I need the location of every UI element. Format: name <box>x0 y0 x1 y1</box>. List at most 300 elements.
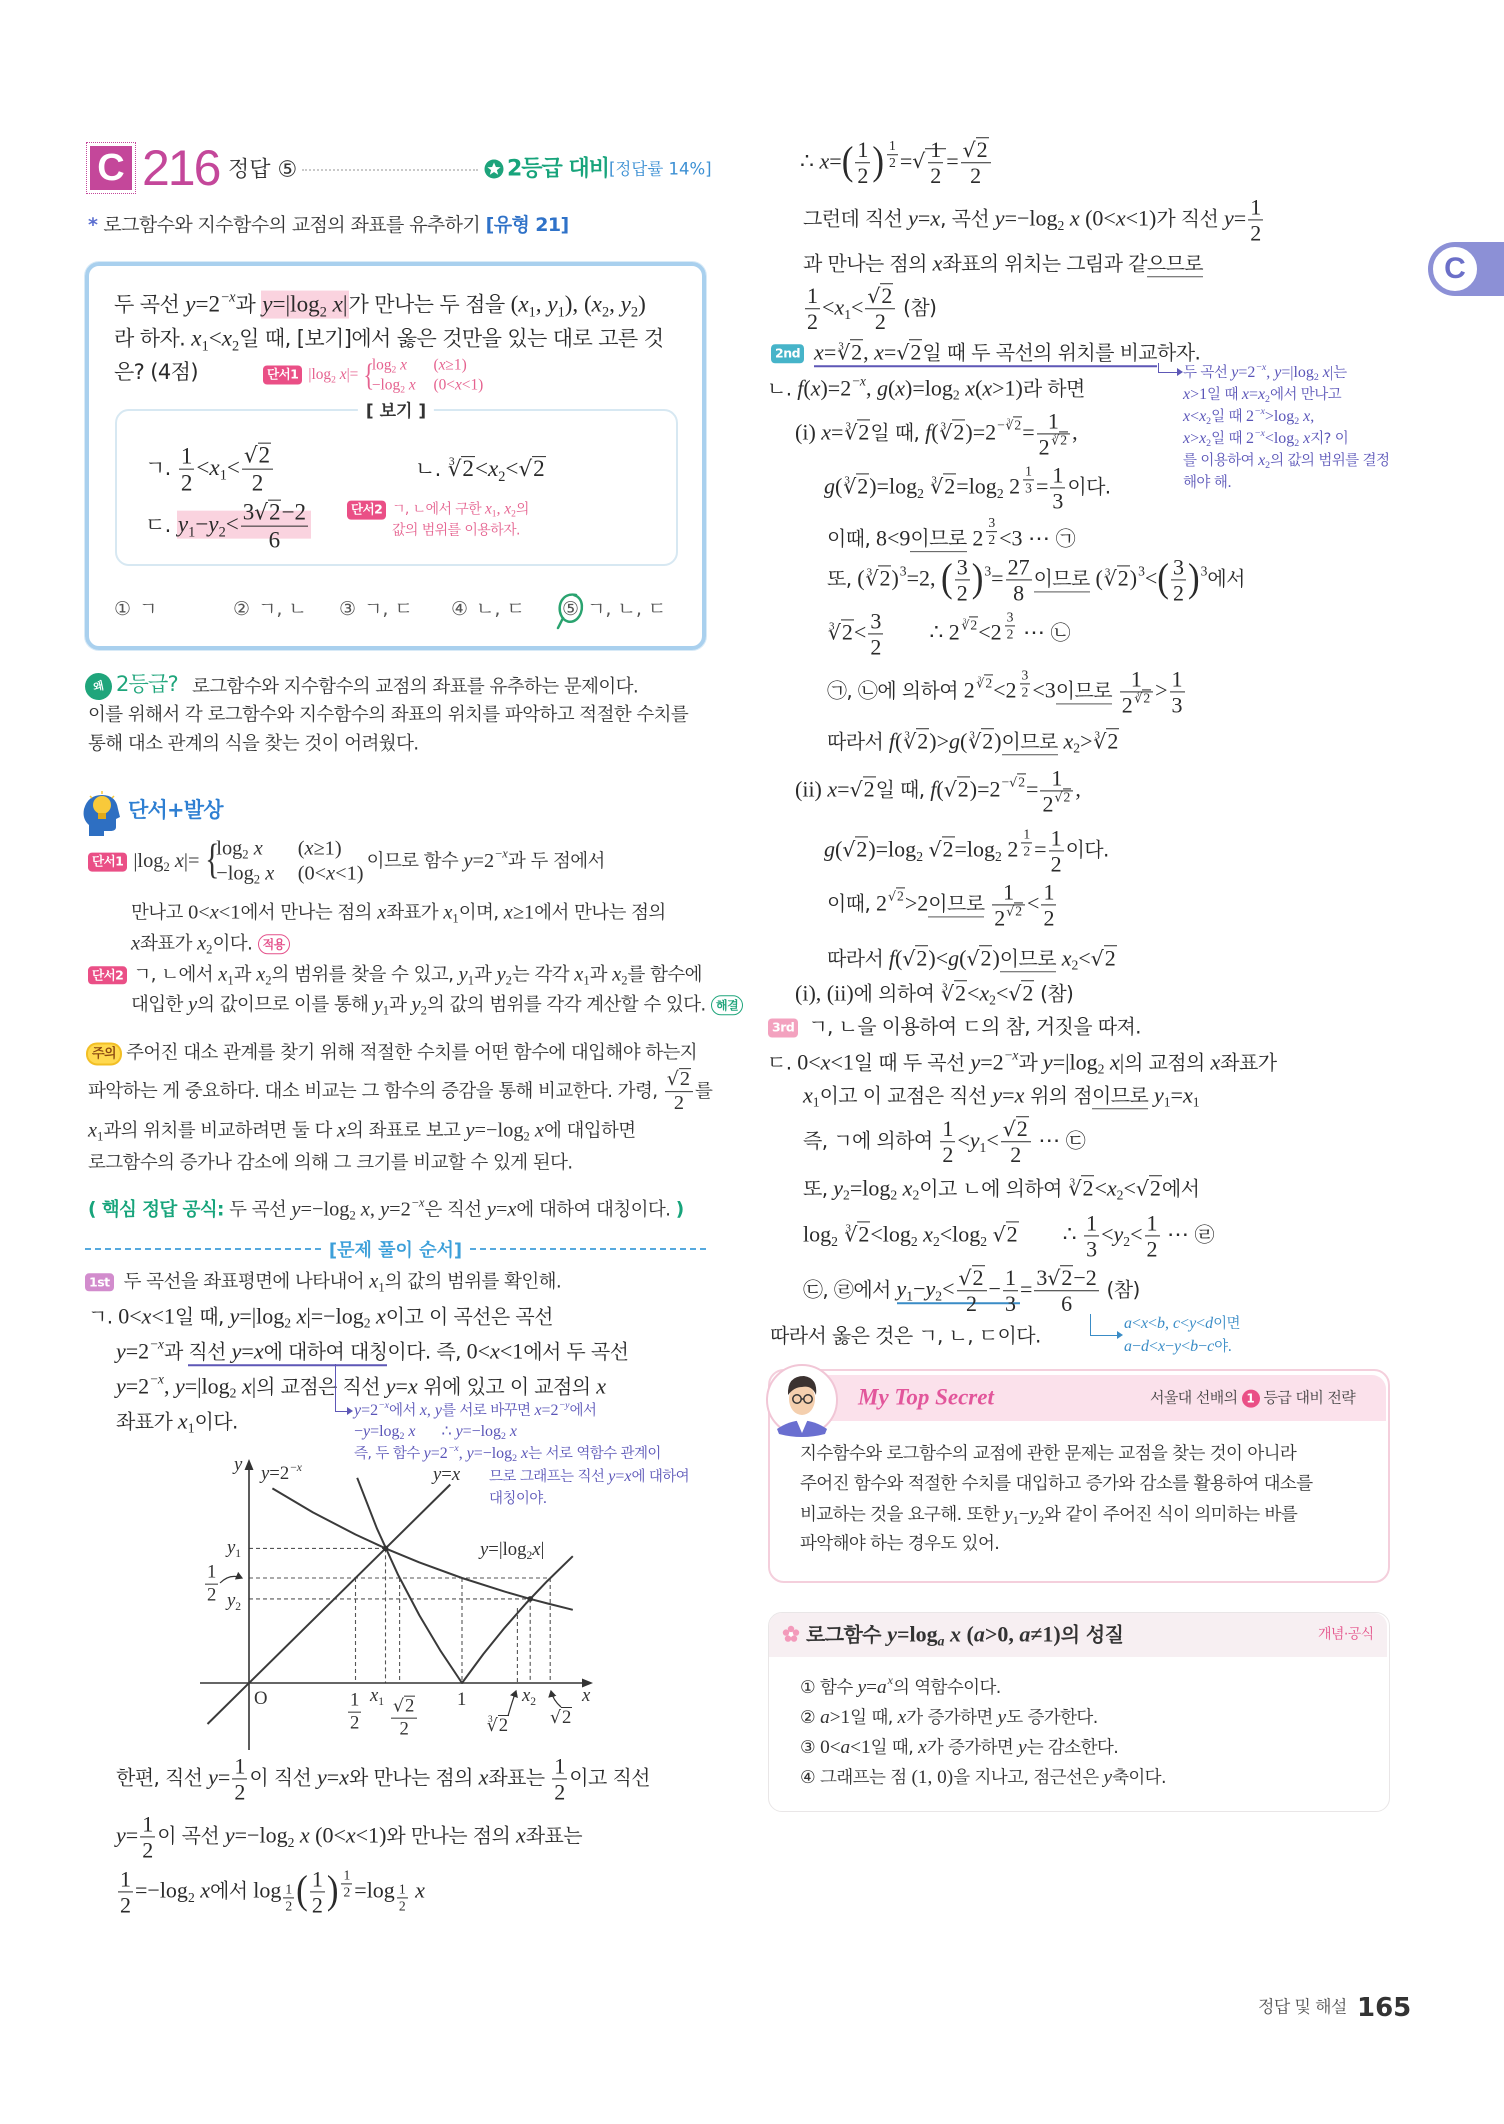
text-run: 한편, 직선 <box>116 1765 209 1790</box>
math-run: x <box>932 250 943 276</box>
superscript <box>1018 667 1033 700</box>
math-run: <3 ⋯ <box>999 525 1056 551</box>
math-run: x|=−log <box>296 1303 364 1329</box>
math-run: 2 <box>942 1142 954 1168</box>
math-run: x (a>0, a≠1) <box>949 1621 1061 1647</box>
radical <box>827 621 854 645</box>
radical <box>447 457 475 481</box>
problem-line <box>114 359 198 385</box>
denominator <box>865 310 895 334</box>
solution-line <box>803 1174 1199 1202</box>
math-run: −x <box>221 289 236 306</box>
concept-title <box>806 1620 1123 1648</box>
subscript <box>1193 1095 1200 1110</box>
math-run: 2 <box>1023 843 1031 859</box>
radicand <box>969 617 978 633</box>
math-run: 2 <box>1050 851 1062 877</box>
math-run: x| <box>1322 364 1334 382</box>
math-run: x <box>521 1445 529 1463</box>
fraction <box>1005 610 1016 642</box>
math-run: 1 <box>120 1866 131 1892</box>
math-run: , y <box>535 290 558 317</box>
math-run: (x≥1) <box>297 837 342 860</box>
radical-sign <box>518 457 532 481</box>
math-run: 1 <box>142 1811 154 1837</box>
text-run: 를 함수에 <box>627 964 702 986</box>
math-run: 1 <box>187 1420 195 1436</box>
text-run: ① 함수 <box>800 1677 858 1698</box>
top-secret-line <box>800 1474 1313 1496</box>
math-run: <3 <box>1032 677 1056 703</box>
denominator <box>940 1143 955 1167</box>
text-run: 일 때, <box>870 420 926 445</box>
radicand <box>1117 566 1130 591</box>
math-run: 2 <box>500 1431 506 1443</box>
math-run: <2 <box>978 619 1002 645</box>
superscript <box>1005 1047 1019 1062</box>
denominator <box>241 527 308 552</box>
numerator <box>1084 1211 1099 1236</box>
text-run: 과 <box>235 292 262 317</box>
math-run: 2 <box>935 1288 943 1304</box>
text-run: 좌표는 <box>488 1765 551 1790</box>
math-run: = <box>1019 1276 1033 1302</box>
radical <box>867 283 893 308</box>
math-run: x (0<x<1) <box>1069 205 1157 231</box>
math-run: 2 <box>1010 1142 1022 1168</box>
math-run: = <box>1022 419 1035 445</box>
numerator <box>986 516 997 532</box>
denominator <box>1006 581 1032 605</box>
text-run: 파악해야 하는 경우도 있어. <box>800 1534 1000 1555</box>
math-run: g( <box>824 473 843 499</box>
radical <box>1006 903 1023 919</box>
math-run: 6 <box>1061 1291 1073 1317</box>
origin-label <box>254 1688 268 1710</box>
math-run: x <box>191 324 202 351</box>
numerator <box>928 138 943 163</box>
math-run: (x≥1) <box>433 356 467 374</box>
subscript <box>235 1601 241 1613</box>
text-run: 이때, <box>827 526 876 551</box>
radicand <box>1006 1222 1019 1247</box>
math-run: 2 <box>630 304 639 321</box>
fraction <box>665 1069 693 1115</box>
root-index: 3 <box>1052 433 1057 441</box>
text-run: 이며, <box>458 902 504 924</box>
math-run: 2 <box>858 1221 870 1247</box>
math-run: y=x <box>231 1338 264 1364</box>
radicand <box>1063 789 1072 805</box>
graph-figure <box>190 1450 610 1760</box>
numerator <box>1021 827 1032 843</box>
math-run: 1 <box>1043 879 1055 905</box>
step-2 <box>771 338 1200 366</box>
math-run: 2 <box>874 309 886 335</box>
math-run: 1 <box>378 1280 385 1295</box>
math-run: y <box>496 963 506 986</box>
math-run: 2 <box>1001 836 1019 862</box>
text-run: 이므로 함수 <box>366 851 464 872</box>
concept-item <box>800 1766 1166 1790</box>
solution-line <box>800 138 993 188</box>
solution-line <box>803 1211 1214 1260</box>
top-secret-line <box>800 1503 1297 1527</box>
text-run: 가 증가하면 <box>906 1707 998 1728</box>
root-index: 3 <box>904 728 910 741</box>
math-run: 0<a<1 <box>820 1736 871 1758</box>
denominator <box>397 1899 408 1914</box>
curve-exp-label <box>261 1460 302 1485</box>
text-run: 과 만나는 점의 <box>803 251 933 276</box>
superscript <box>1255 407 1265 417</box>
math-run: ∴ x= <box>800 148 842 174</box>
math-run: 2 <box>916 945 928 971</box>
math-run: y=2 <box>354 1402 379 1420</box>
top-secret-tag <box>1150 1389 1355 1408</box>
choice-label: ㄴ, ㄷ <box>476 598 525 621</box>
problem-subtitle <box>88 214 569 238</box>
solution-line <box>803 195 1265 244</box>
half-x-label <box>346 1691 363 1734</box>
math-run: 1 <box>1050 825 1062 851</box>
math-run: y=x <box>317 1764 349 1790</box>
math-run: ) <box>891 565 899 591</box>
radicand <box>863 777 876 802</box>
denominator <box>957 1292 987 1316</box>
denominator <box>955 581 970 605</box>
math-run: ) <box>1129 565 1138 591</box>
math-run: 2 <box>910 1233 918 1249</box>
solution-line <box>803 1081 1200 1109</box>
math-run: a<x<b, c<y<d <box>1124 1315 1214 1333</box>
star-icon <box>484 159 504 179</box>
connector-line <box>335 1364 349 1412</box>
math-run: y=2 <box>463 850 495 872</box>
math-run: 1 <box>398 1881 406 1897</box>
dashed-divider <box>85 1248 321 1250</box>
radical <box>667 1068 691 1090</box>
math-run: y=x <box>433 1464 461 1485</box>
math-run: 2 <box>1121 692 1133 718</box>
math-run: y <box>833 1175 844 1201</box>
math-run: |log <box>133 850 164 872</box>
math-run: 1 <box>1192 1094 1200 1110</box>
text-run: ㉠ <box>1055 526 1075 551</box>
choice-label: ㄱ, ㄴ, ㄷ <box>587 598 667 621</box>
superscript <box>997 418 1022 433</box>
math-run: 1 <box>857 137 869 163</box>
text-run <box>1112 679 1118 703</box>
text-run: ㄱ, ㄴ을 이용하여 ㄷ의 참, 거짓을 따져. <box>808 1014 1141 1039</box>
math-run: 2 <box>284 1315 292 1331</box>
math-run: = <box>1034 836 1047 862</box>
math-run: 3 <box>956 554 968 580</box>
math-run: x <box>887 1673 893 1688</box>
superscript <box>976 676 993 691</box>
fraction <box>232 1754 247 1803</box>
piecewise-cell <box>433 358 466 374</box>
text-run: 직선 <box>188 1339 232 1364</box>
math-run: < <box>1130 1221 1143 1247</box>
text-run: 좌표가 <box>386 902 444 924</box>
radicand <box>878 566 891 591</box>
fraction <box>868 609 883 658</box>
root-index: 3 <box>962 618 967 626</box>
choice-label: ㄱ, ㄷ <box>364 598 413 621</box>
math-run: 3 <box>1025 480 1032 496</box>
arrow-head-icon <box>1117 1331 1123 1339</box>
concept-item <box>800 1736 1118 1760</box>
math-run: 2 <box>972 525 984 551</box>
text-run: 에서 만나는 점의 <box>240 902 378 924</box>
choice-number: ④ <box>451 599 469 621</box>
solution-line <box>116 1337 628 1365</box>
math-run: x <box>377 901 387 924</box>
math-run: 2 <box>1245 408 1254 426</box>
radical <box>1092 729 1119 753</box>
math-run: 2 <box>954 980 966 1006</box>
why-title: 2등급? <box>116 671 178 696</box>
math-run: 2 <box>349 1208 356 1223</box>
superscript <box>961 618 978 633</box>
math-run: −x <box>150 1371 164 1387</box>
text-run: 야. <box>1214 1339 1232 1356</box>
piecewise-cell <box>216 837 297 862</box>
underline <box>1034 567 1090 593</box>
radicand <box>1059 432 1068 448</box>
radical <box>1009 774 1026 790</box>
denominator <box>391 1719 417 1740</box>
text-run: 대칭이야. <box>489 1490 547 1507</box>
root-index: 3 <box>969 728 975 741</box>
radical <box>1005 418 1022 433</box>
math-run: y=x <box>908 205 941 231</box>
radical <box>1103 567 1130 591</box>
text-run: ㄱ, ㄴ에서 구한 <box>392 501 485 518</box>
math-run: , y=|log <box>163 1373 230 1399</box>
radicand <box>952 420 965 445</box>
text-run: 에서 <box>389 1403 420 1420</box>
radical <box>518 456 545 481</box>
text-run: 일 때, <box>870 1737 919 1758</box>
text-run: 의 교점은 직선 <box>256 1374 386 1399</box>
numerator <box>1170 667 1185 692</box>
math-run: 2 <box>1042 791 1054 817</box>
math-upright: O <box>254 1688 268 1709</box>
math-run: , y <box>609 290 631 317</box>
connector-line <box>1158 363 1179 373</box>
math-run: f( <box>925 419 939 445</box>
superscript <box>885 138 900 171</box>
superscript <box>1256 363 1266 373</box>
piecewise-brace <box>202 837 363 888</box>
math-run: x <box>218 963 228 986</box>
math-run: 2 <box>400 384 405 396</box>
text-run: 의 값이므로 이를 통해 <box>197 994 374 1016</box>
root-index: 3 <box>1135 691 1140 699</box>
text-run: 값의 범위를 이용하자. <box>392 522 520 539</box>
math-run: 1 <box>844 306 851 322</box>
math-run: , g(x)=log <box>865 375 953 401</box>
math-run: 3 <box>1138 563 1145 579</box>
subscript <box>911 1234 918 1249</box>
math-run: −x <box>448 1442 459 1454</box>
subscript <box>220 469 227 484</box>
curve-log-label <box>480 1539 544 1561</box>
text-run: 이므로 <box>1092 1083 1149 1108</box>
radicand <box>954 980 967 1005</box>
choice-number: ⑤ <box>562 599 580 621</box>
radical-sign <box>850 778 863 802</box>
numerator <box>241 500 308 527</box>
math-run: −2 <box>1073 1265 1097 1291</box>
math-run: 3 <box>1021 667 1029 683</box>
subscript <box>188 1890 195 1905</box>
math-run: −log <box>371 376 401 393</box>
denominator <box>805 310 820 334</box>
text-run: 일 때 두 곡선의 위치를 비교 <box>922 340 1158 365</box>
math-run: 1 <box>1146 1210 1158 1236</box>
math-run: f( <box>930 776 944 802</box>
math-run: x= <box>821 419 844 445</box>
math-run: 1 <box>378 1694 385 1708</box>
text-run: 에서 <box>569 1403 597 1420</box>
text-run: 주어진 함수와 적절한 수치를 대입하고 증가와 감소를 활용하여 대소를 <box>800 1474 1313 1495</box>
denominator <box>1084 1237 1099 1261</box>
text-run: 일 때 두 곡선 <box>853 1050 971 1075</box>
math-run: 2 <box>963 677 975 703</box>
math-run: 2 <box>265 973 272 988</box>
text-run: 의 <box>515 501 529 518</box>
subscript <box>378 1696 384 1708</box>
math-run: < <box>225 511 239 537</box>
math-run: y=2 <box>970 1049 1004 1075</box>
math-run: 2 <box>391 364 397 376</box>
math-run: 1 <box>1025 463 1032 479</box>
root-index: 3 <box>1104 566 1111 579</box>
math-run: 2 <box>1104 945 1116 971</box>
highlight <box>177 498 311 554</box>
subtitle-mark: * <box>88 214 98 237</box>
solution-line <box>116 1754 650 1803</box>
text-run: 하자. <box>1157 340 1201 365</box>
text-run: 과 <box>163 1339 189 1364</box>
top-secret-title: My Top Secret <box>858 1384 994 1410</box>
math-run: 1 <box>343 1867 351 1883</box>
top-secret-line <box>800 1444 1296 1466</box>
denominator <box>986 532 997 547</box>
radical <box>1003 1116 1029 1141</box>
radical <box>842 475 869 499</box>
underline <box>910 526 966 552</box>
math-run: ∴ <box>1062 1221 1083 1247</box>
denominator <box>232 1780 247 1804</box>
piecewise-row <box>372 375 483 395</box>
chapter-side-tab <box>1428 242 1504 296</box>
math-run: a−d<x−y<b−c <box>1124 1338 1215 1356</box>
math-run: −2 <box>281 498 307 525</box>
math-run: x <box>370 1685 379 1706</box>
fraction <box>955 555 970 604</box>
math-run: y <box>1004 1503 1013 1525</box>
numerator <box>868 609 883 634</box>
numerator <box>1034 1266 1098 1291</box>
piecewise-row <box>372 356 483 376</box>
denominator <box>310 1893 325 1917</box>
math-run: 2 <box>533 455 545 482</box>
math-run: 3 <box>1171 692 1183 718</box>
math-run: 1 <box>930 137 942 163</box>
math-run: 1 <box>491 508 497 520</box>
text-run: 도 증가한다. <box>1006 1707 1098 1728</box>
text-run: 은? (4점) <box>114 359 198 384</box>
math-run: log <box>216 837 243 860</box>
caution-line <box>88 1041 697 1064</box>
text-run: (참) <box>1034 981 1074 1006</box>
math-run: < <box>226 454 240 480</box>
math-run: 2 <box>1313 372 1319 384</box>
math-run: log <box>371 356 392 374</box>
why-line: 로그함수와 지수함수의 교점의 좌표를 유추하는 문제이다. <box>192 676 639 698</box>
radical <box>850 777 876 802</box>
superscript <box>1001 775 1026 790</box>
x-axis-label <box>582 1685 590 1707</box>
annotation-line <box>1124 1314 1240 1334</box>
radicand <box>896 888 905 904</box>
math-run: x <box>515 1822 526 1848</box>
math-run: , y=−log <box>458 1445 513 1463</box>
subscript <box>917 486 924 501</box>
text-run: 그런데 직선 <box>803 206 909 231</box>
math-run: 2 <box>956 580 968 606</box>
denominator <box>1020 685 1031 700</box>
math-run: 1 <box>285 1881 293 1897</box>
text-run: 의 역함수이다. <box>892 1677 1001 1698</box>
denominator <box>348 1713 361 1734</box>
radical <box>244 443 271 468</box>
radicand <box>1013 417 1022 433</box>
math-run: 2 <box>1116 1187 1124 1203</box>
subscript <box>843 1188 850 1203</box>
math-run: 2 <box>1038 434 1050 460</box>
superscript <box>1054 790 1071 805</box>
type-tag: [유형 21] <box>485 214 569 237</box>
bogi-label: [ 보기 ] <box>358 397 434 422</box>
text-run: 두 곡선 <box>1183 365 1232 382</box>
underline <box>1092 1083 1148 1109</box>
math-run: y=log <box>887 1621 938 1647</box>
math-run: 1 <box>1130 666 1142 692</box>
solution-line <box>116 1867 425 1916</box>
fraction <box>241 500 308 553</box>
text-run: 의 값의 범위를 결정 <box>1270 453 1390 470</box>
text-run: 지? 이 <box>1310 431 1349 448</box>
math-run: 8 <box>1013 580 1025 606</box>
dashed-divider <box>470 1248 706 1250</box>
radical <box>902 729 929 753</box>
connector-line <box>1090 1314 1119 1336</box>
math-run: x|= <box>339 366 359 383</box>
denominator <box>1005 627 1016 642</box>
math-run: , <box>1075 776 1081 802</box>
math-run: 2 <box>970 617 978 633</box>
hint-clue-2-line <box>392 522 520 540</box>
radicand <box>857 1222 870 1247</box>
text-run: 는 서로 역함수 관계이 <box>528 1446 661 1463</box>
solution-line <box>827 880 1058 929</box>
solution-line <box>795 979 1073 1007</box>
